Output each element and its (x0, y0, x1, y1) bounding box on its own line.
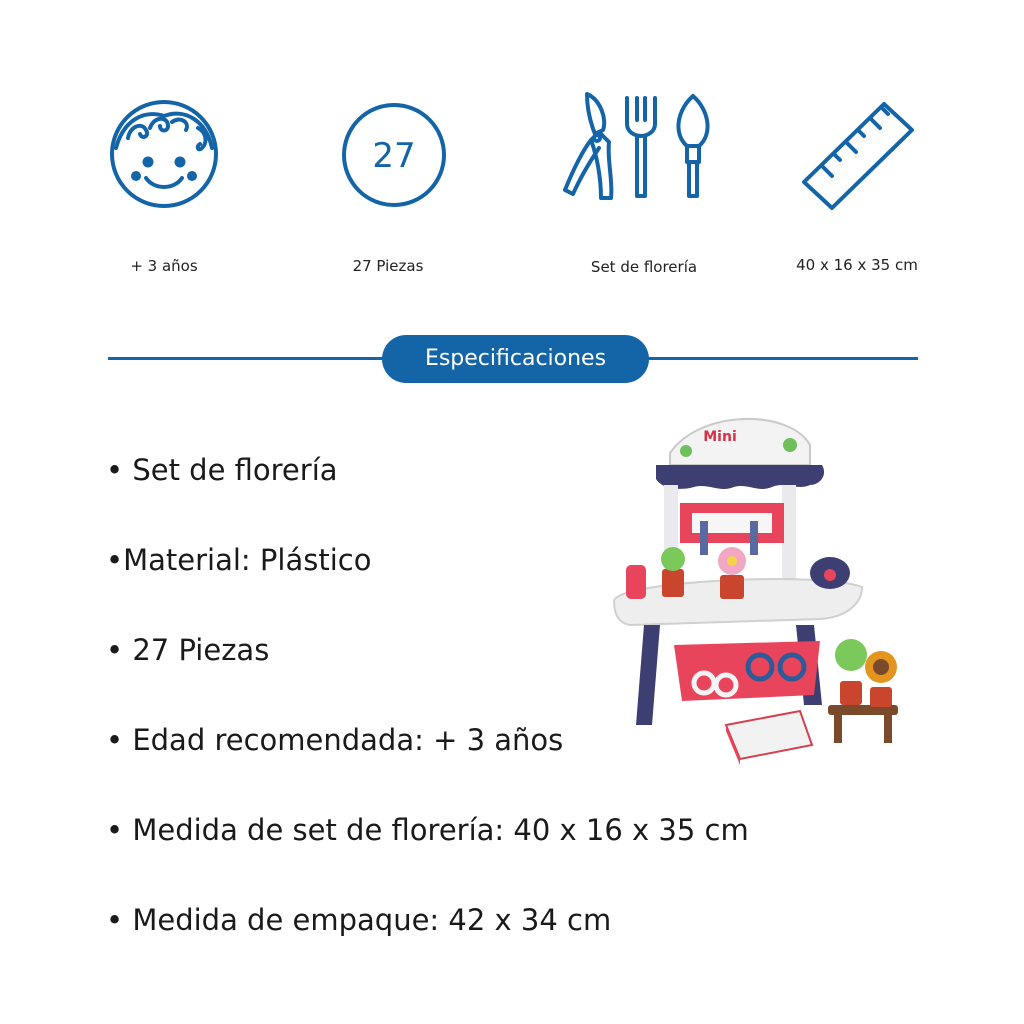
product-image (600, 405, 910, 779)
bullet-mark: • (106, 543, 124, 577)
spec-text: Material: Plástico (123, 543, 372, 577)
child-face-icon (106, 98, 222, 210)
feature-label-pieces: 27 Piezas (352, 257, 424, 275)
feature-label-size: 40 x 16 x 35 cm (796, 256, 918, 274)
bullet-mark: • (106, 723, 133, 757)
section-divider-right (647, 357, 918, 360)
section-title-badge: Especificaciones (382, 335, 649, 383)
product-sign-text: Mini (703, 429, 737, 445)
feature-label-age: + 3 años (130, 257, 198, 275)
spec-item (106, 810, 749, 900)
pieces-count-icon (340, 101, 448, 209)
bullet-mark: • (106, 903, 133, 937)
spec-text: Edad recomendada: + 3 años (132, 723, 564, 757)
pieces-count-number: 27 (372, 136, 416, 176)
spec-item (106, 900, 749, 990)
garden-tools-icon (561, 90, 721, 202)
spec-text: Medida de set de florería: 40 x 16 x 35 cm (132, 813, 749, 847)
section-divider-left (108, 357, 384, 360)
spec-text: 27 Piezas (132, 633, 270, 667)
feature-label-set: Set de florería (590, 258, 698, 276)
bullet-mark: • (106, 633, 133, 667)
ruler-icon (800, 100, 916, 212)
spec-text: Set de florería (132, 453, 338, 487)
bullet-mark: • (106, 453, 133, 487)
bullet-mark: • (106, 813, 133, 847)
spec-text: Medida de empaque: 42 x 34 cm (132, 903, 612, 937)
